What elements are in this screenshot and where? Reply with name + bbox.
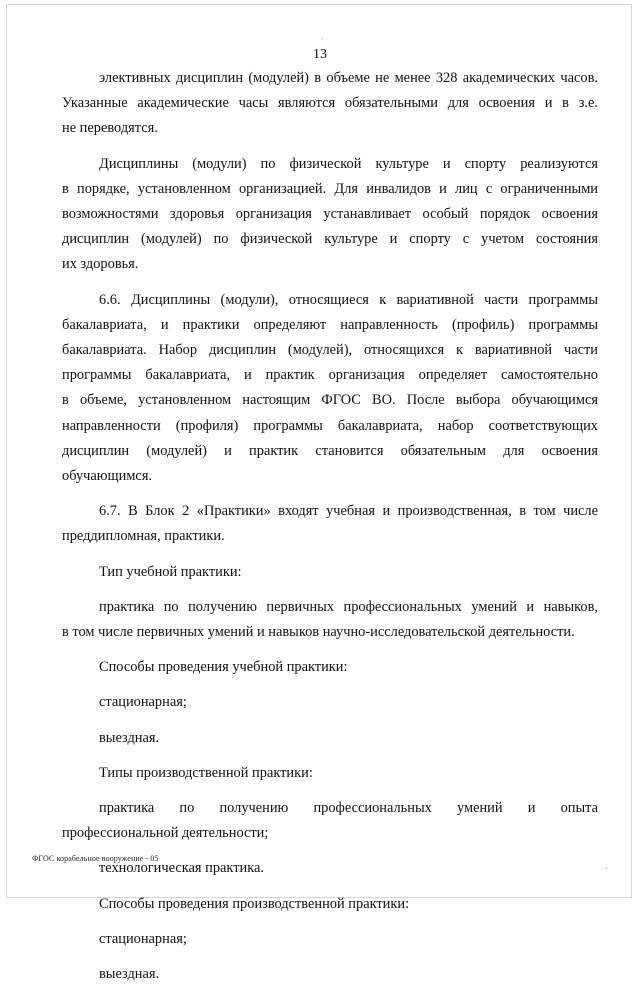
paragraph-production-practice	[62, 796, 598, 846]
text-line: программы бакалавриата, и практик организация определяет самостоятельно	[62, 367, 598, 384]
text-line: возможностями здоровья организация устанавливает особый порядок освоения	[62, 206, 598, 223]
text-line: не переводятся.	[62, 120, 158, 137]
heading-production-practice-methods: Способы проведения производственной практики:	[99, 895, 410, 912]
text-line: их здоровья.	[62, 256, 139, 273]
text-line: в том числе первичных умений и навыков научно-исследовательской деятельности.	[62, 624, 575, 641]
text-line: преддипломная, практики.	[62, 528, 225, 545]
text-line: практика по получению первичных профессиональных умений и навыков,	[99, 598, 598, 615]
paragraph-elective-hours	[62, 66, 598, 142]
text-line: Указанные академические часы являются обязательными для освоения и в з.е.	[62, 95, 598, 112]
scan-speck	[606, 868, 607, 869]
text-line: практика по получению профессиональных умений и опыта	[99, 800, 598, 817]
heading-production-practice-types: Типы производственной практики:	[99, 764, 313, 781]
text-line: профессиональной деятельности;	[62, 825, 269, 842]
text-line: бакалавриата. Набор дисциплин (модулей), относящихся к вариативной части	[62, 342, 598, 359]
text-line: дисциплин (модулей) и практик становится обязательным для освоения	[62, 442, 598, 459]
heading-study-practice-methods: Способы проведения учебной практики:	[99, 659, 348, 676]
text-line: в объеме, установленном настоящим ФГОС ВО. После выбора обучающимся	[62, 392, 598, 409]
text-line: в порядке, установленном организацией. Для инвалидов и лиц с ограниченными	[62, 180, 598, 197]
text-line: дисциплин (модулей) по физической культуре и спорту с учетом состояния	[62, 231, 598, 248]
paragraph-study-practice	[62, 595, 598, 645]
text-line: 6.7. В Блок 2 «Практики» входят учебная и производственная, в том числе	[99, 503, 598, 520]
list-item-stationary-2: стационарная;	[99, 930, 187, 947]
paragraph-section-6-6	[62, 288, 598, 490]
document-body	[62, 66, 598, 987]
list-item-technological: технологическая практика.	[99, 860, 264, 877]
text-line: 6.6. Дисциплины (модули), относящиеся к вариативной части программы	[99, 291, 598, 308]
text-line: бакалавриата, и практики определяют направленность (профиль) программы	[62, 316, 598, 333]
list-item-field: выездная.	[99, 729, 160, 746]
footer-document-code: ФГОС корабельное вооружение - 05	[32, 854, 159, 863]
text-line: элективных дисциплин (модулей) в объеме не менее 328 академических часов.	[99, 70, 598, 86]
list-item-stationary: стационарная;	[99, 694, 187, 711]
scan-speck	[322, 38, 323, 39]
page-number: 13	[313, 47, 327, 62]
paragraph-physical-culture	[62, 152, 598, 278]
text-line: направленности (профиля) программы бакалавриата, набор соответствующих	[62, 417, 598, 434]
text-line: Дисциплины (модули) по физической культуре и спорту реализуются	[99, 155, 598, 172]
list-item-field-2: выездная.	[99, 966, 160, 983]
text-line: обучающимся.	[62, 468, 153, 485]
paragraph-section-6-7	[62, 499, 598, 549]
heading-study-practice-type: Тип учебной практики:	[99, 563, 242, 580]
